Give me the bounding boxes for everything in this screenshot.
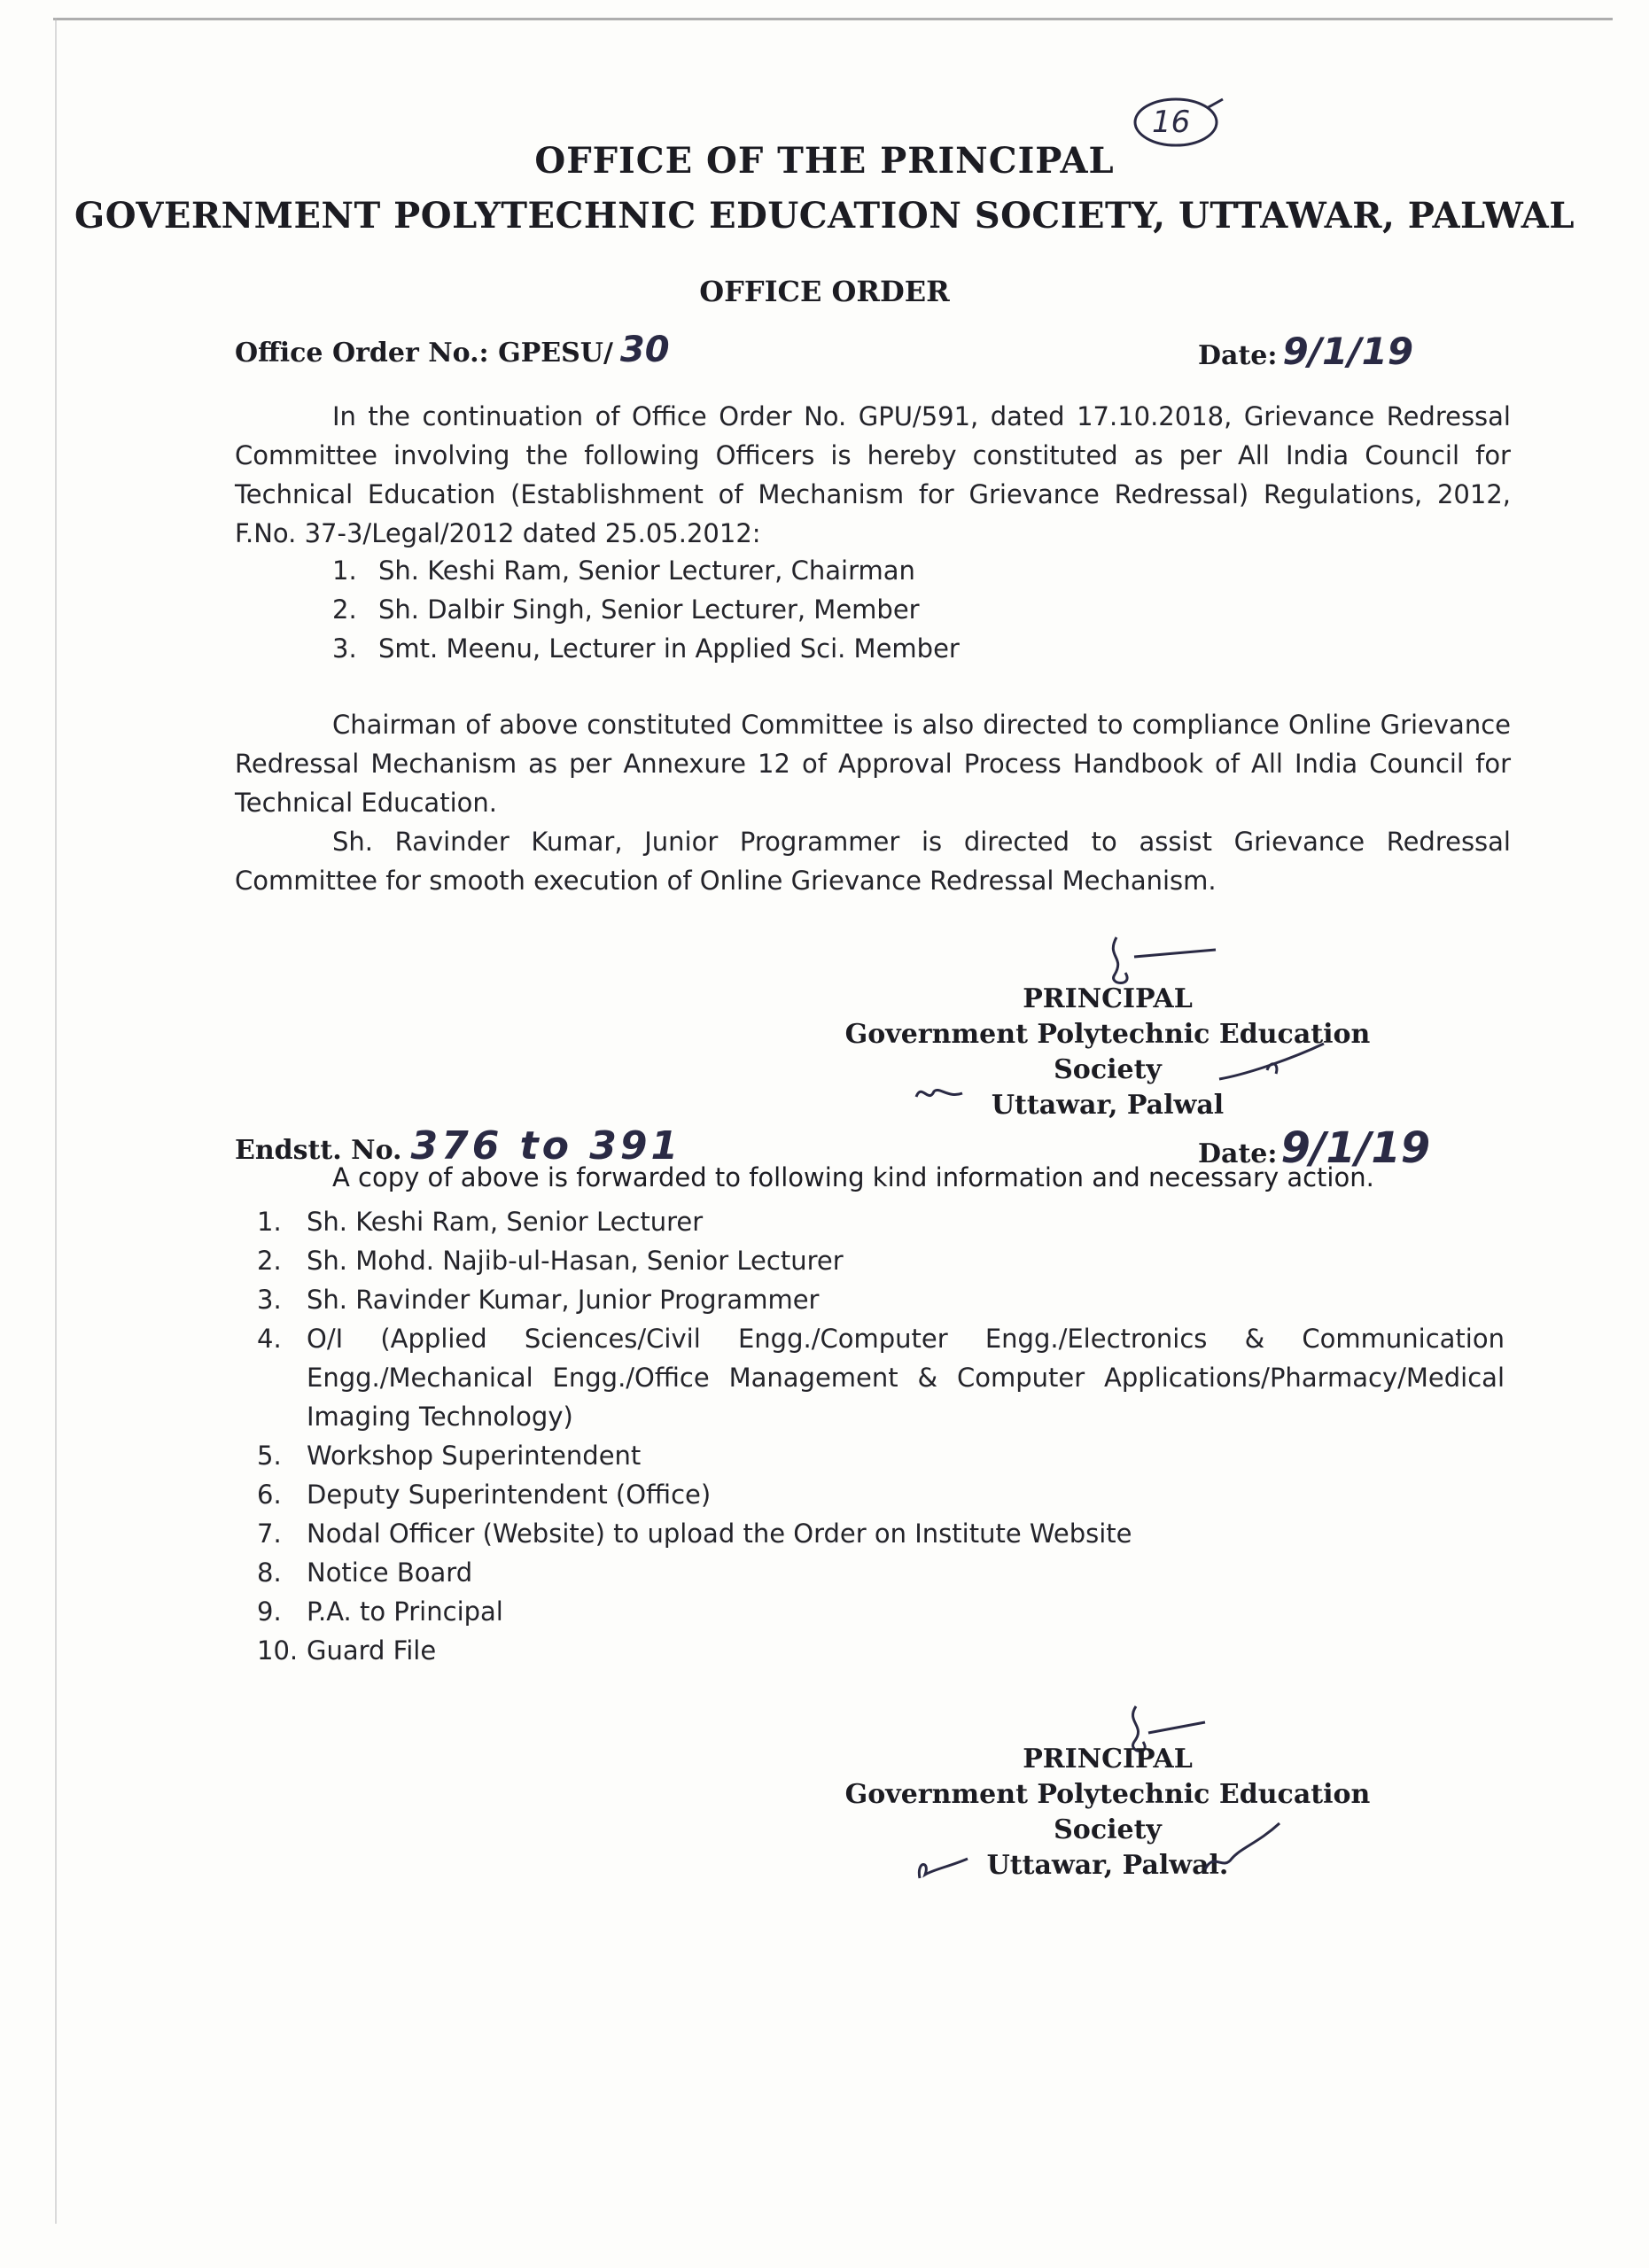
list-item [257,1319,1505,1436]
list-text: Sh. Keshi Ram, Senior Lecturer, Chairman [378,555,915,586]
list-text: P.A. to Principal [307,1596,503,1627]
endorsement-label: Endstt. No. [235,1135,402,1166]
office-order-date [1198,330,1413,373]
document-type: OFFICE ORDER [699,275,950,308]
committee-list [332,551,960,668]
list-number: 10. [257,1635,299,1666]
office-order-label: Office Order No.: GPESU/ [235,338,613,369]
list-number: 1. [257,1207,282,1237]
list-number: 2. [332,594,357,625]
list-item [257,1241,1505,1280]
list-number: 5. [257,1441,282,1471]
initials-mark [913,1843,975,1887]
scan-top-edge [53,18,1613,20]
order-paragraph-2: Chairman of above constituted Committee is also directed to compliance Online Grievance Redressal Mechanism as per Annexure 12 of Approval Process Handbook of All India Council for Technical Education. [235,710,1511,818]
order-paragraph-3: Sh. Ravinder Kumar, Junior Programmer is directed to assist Grievance Redressal Committee for smooth execution of Online Grievance Redressal Mechanism. [235,827,1511,896]
list-number: 9. [257,1596,282,1627]
scan-left-edge [55,18,57,2224]
signature-title: PRINCIPAL [1023,1744,1193,1775]
date-label: Date: [1198,340,1278,371]
list-text: Sh. Dalbir Singh, Senior Lecturer, Member [378,594,920,625]
list-item [257,1280,1505,1319]
signature-organisation: Government Polytechnic Education Society [844,1019,1371,1085]
list-text: Nodal Officer (Website) to upload the Order on Institute Website [307,1518,1132,1549]
list-item [257,1631,1505,1670]
list-item [332,590,960,629]
list-item [332,551,960,590]
list-text: Sh. Mohd. Najib-ul-Hasan, Senior Lecturer [307,1246,844,1276]
list-text: Notice Board [307,1557,473,1588]
list-text: Sh. Keshi Ram, Senior Lecturer [307,1207,704,1237]
signature-block-2 [797,1742,1418,1884]
list-item [257,1592,1505,1631]
handwritten-date: 9/1/19 [1280,1123,1431,1173]
list-text: Sh. Ravinder Kumar, Junior Programmer [307,1285,820,1315]
forwarding-note: A copy of above is forwarded to following kind information and necessary action. [332,1162,1374,1192]
list-number: 3. [257,1285,282,1315]
list-number: 6. [257,1480,282,1510]
list-item [257,1553,1505,1592]
list-number: 7. [257,1518,282,1549]
handwritten-date: 9/1/19 [1282,330,1414,373]
list-text: Smt. Meenu, Lecturer in Applied Sci. Member [378,633,960,664]
stamp-scribble [1214,1038,1329,1091]
date-label: Date: [1198,1138,1278,1169]
stamp-scribble [1196,1816,1285,1878]
signature-organisation: Government Polytechnic Education Society [844,1779,1371,1845]
endorsement-handwritten-number: 376 to 391 [410,1123,682,1169]
list-item [257,1202,1505,1241]
signature-place: Uttawar, Palwal [991,1090,1225,1121]
order-paragraph-1: In the continuation of Office Order No. GPU/591, dated 17.10.2018, Grievance Redressal Committee involving the following Officers is hereby constituted as per All India Council for Technical Education (Establishment of Mechanism for Grievance Redressal) Regulations, 2012, F.No. 37-3/Legal/2012 dated 25.05.2012: [235,401,1511,548]
list-item [332,629,960,668]
office-order-handwritten-number: 30 [619,330,670,370]
recipients-list [257,1202,1505,1670]
list-item [257,1436,1505,1475]
list-number: 1. [332,555,357,586]
list-number: 4. [257,1324,282,1354]
list-item [257,1475,1505,1514]
list-text: Workshop Superintendent [307,1441,642,1471]
office-order-number [235,330,670,370]
page-number: 16 [1152,105,1191,140]
list-number: 8. [257,1557,282,1588]
list-text: Guard File [307,1635,437,1666]
signature-title: PRINCIPAL [1023,983,1193,1014]
list-number: 3. [332,633,357,664]
list-text: O/I (Applied Sciences/Civil Engg./Computer Engg./Electronics & Communication Engg./Mechanical Engg./Office Management & Computer Applications/Pharmacy/Medical Imaging Technology) [307,1324,1505,1432]
initials-mark [913,1079,966,1106]
header-institution-line: GOVERNMENT POLYTECHNIC EDUCATION SOCIETY, UTTAWAR, PALWAL [74,195,1575,237]
signature-place: Uttawar, Palwal. [986,1850,1229,1881]
list-item [257,1514,1505,1553]
header-office-line: OFFICE OF THE PRINCIPAL [534,140,1115,182]
list-number: 2. [257,1246,282,1276]
list-text: Deputy Superintendent (Office) [307,1480,712,1510]
